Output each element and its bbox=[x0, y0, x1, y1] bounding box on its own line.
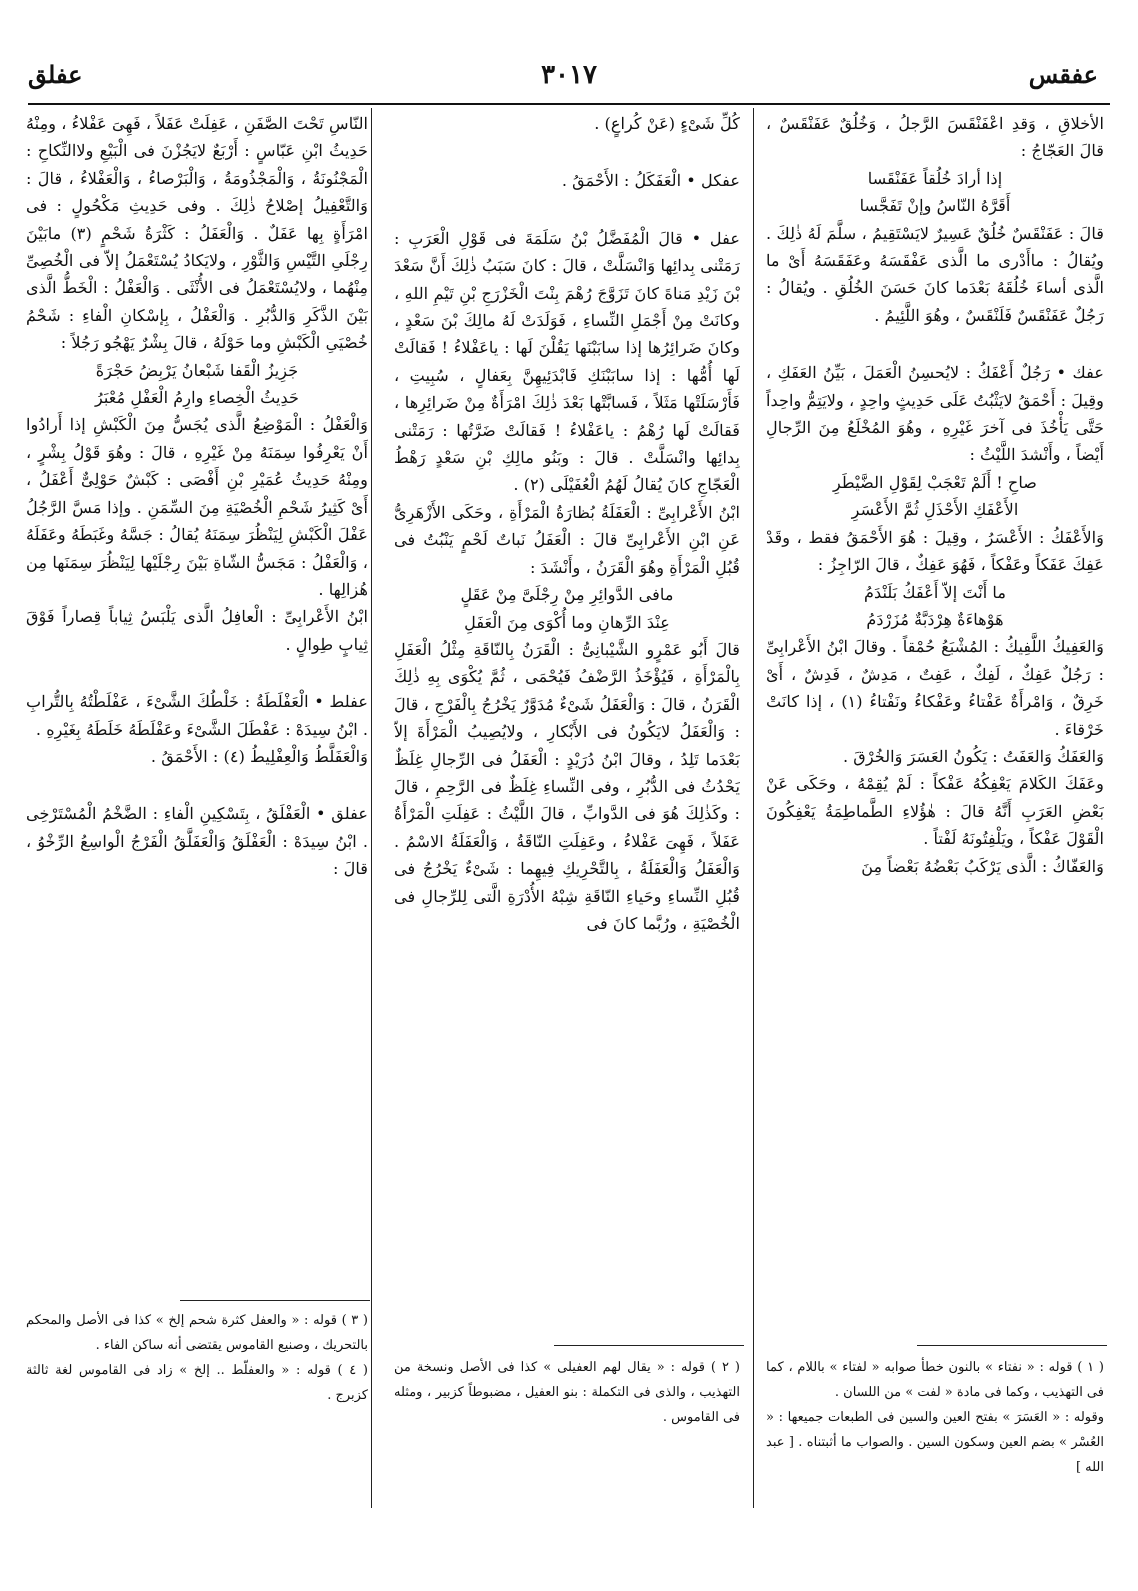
footnote: ( ٢ ) قوله : « يقال لهم العفيلى » كذا فى الأصل ونسخة من التهذيب ، والذى فى التكملة : بنو العفيل ، مضبوطاً كزبير ، ومثله فى القاموس . bbox=[394, 1360, 740, 1425]
paragraph: وَالعَفِيكُ اللَّفِيكُ : المُشْبَعُ حُمْقاً . وقالَ ابْنُ الأَعْرابِىِّ : رَجُلٌ عَفِكٌ ، لَفِكٌ ، عَفِتٌ ، مَدِشٌ ، فَدِشٌ ، أَىْ خَرِقٌ ، وَامْرأَةٌ عَفْتاءُ وعَفْكاءُ ونَفْتاءُ (١) ، إذا كانَتْ خَرْقاءَ . bbox=[766, 637, 1104, 739]
verse-line: مافى الدَّوائِرِ مِنْ رِجْلَىَّ مِنْ عَقَلٍ bbox=[460, 585, 674, 605]
verse-line: عِنْدَ الرِّهانِ وما أُكْوَى مِنَ الْعَفَلِ bbox=[464, 612, 670, 632]
paragraph: الأخلاقِ ، وَقدِ اعْفَنْقَسَ الرَّجلُ ، وَخُلُقٌ عَفَنْقَسٌ ، قالَ العَجّاجُ : bbox=[766, 114, 1104, 161]
entry-paragraph: عفكل • الْعَفَكَلُ : الأَحْمَقُ . bbox=[561, 171, 740, 191]
footnote-rule-right bbox=[917, 1345, 1107, 1346]
entry-paragraph: عفلط • الْعَفْلَطَةُ : خَلْطُكَ الشَّىْءَ ، عَفْلَطْتُهُ بِالتُّرابِ . ابْنُ سِيدَهْ : عَفْطَلَ الشَّىْءَ وعَفْلَطَهُ خَلَطَهُ بِغَيْرِهِ . bbox=[26, 692, 368, 739]
column-divider-right bbox=[753, 108, 754, 1508]
paragraph: النّاسِ تَحْتَ الصَّفَنِ ، عَفِلَتْ عَفَلاً ، فَهِىَ عَفْلاءُ ، ومِنْهُ حَدِيثُ ابْنِ عَبّاسٍ : أَرْبَعٌ لايَجُزْنَ فى الْبَيْعِ ولاالنِّكاحِ : الْمَجْنُونَةُ ، وَالْمَجْذُومَةُ ، وَالْبَرْصاءُ ، وَالْعَفْلاءُ ، قالَ : وَالتَّعْفِيلُ إصْلاحُ ذٰلِكَ . وفى حَدِيثِ مَكْحُولٍ : فى امْرَأَةٍ بِها عَفَلٌ . وَالْعَفَلُ : كَثْرَةُ شَحْمٍ (٣) مابَيْنَ رِجْلَىِ التَّيْسِ وَالثَّوْرِ ، ولايَكادُ يُسْتَعْمَلُ إلاّ فى الْخُصِىِّ مِنْهُما ، ولايُسْتَعْمَلُ فى الأُنْثَى . وَالْعَفْلُ : الْخَطُّ الَّذى بَيْنَ الذَّكَرِ وَالدُّبُرِ . وَالْعَفْلُ ، بِإسْكانِ الْفاءِ : شَحْمُ خُصْيَىِ الْكَبْشِ وما حَوْلَهُ ، قالَ بِشْرٌ يَهْجُو رَجُلاً : bbox=[26, 114, 368, 353]
entry-paragraph: عفك • رَجُلٌ أَعْفَكُ : لايُحسِنُ الْعَمَلَ ، بَيِّنُ العَفَكِ ، وقِيلَ : أَحْمَقُ لايَثْبُتُ عَلَى حَدِيثٍ واحِدٍ ، ولايَتِمُّ واحِداً حَتَّى يَأْخُذَ فى آخرَ غَيْرِهِ ، وهُوَ المُخْلَعُ مِنَ الرِّجالِ أَيْضاً ، وأَنْشدَ اللَّيْثُ : bbox=[766, 363, 1104, 465]
footnotes-middle bbox=[394, 1355, 740, 1505]
footnotes-right bbox=[766, 1355, 1104, 1505]
verse-line: إذا أرادَ خُلُقاً عَفَنْقَسا bbox=[867, 168, 1003, 188]
verse-line: ما أَنْتَ إلاّ أَعْفَكُ بَلَنْدَمُ bbox=[863, 582, 1007, 602]
paragraph: ابْنُ الأَعْرابِىِّ : الْعافِلُ الَّذى يَلْبَسُ ثِياباً قِصاراً فَوْقَ ثِيابٍ طِوالٍ . bbox=[26, 607, 368, 654]
verse-line: جَزِيزُ الْقَفا شَبْعانُ يَرْبِضُ حَجْرَةً bbox=[95, 360, 299, 380]
verse-line: حَدِيثُ الْخِصاءِ وارِمُ الْعَفْلِ مُعْبَرُ bbox=[94, 388, 300, 408]
column-divider-left bbox=[371, 108, 372, 1508]
verse-line: هَوْهاءَةٌ هِرْدَبَّةٌ مُزَرْدَمُ bbox=[866, 609, 1004, 629]
column-left bbox=[26, 110, 368, 883]
paragraph: قالَ أَبُو عَمْرٍو الشَّيْبانِىُّ : الْقَرَنُ بِالنّاقَةِ مِثْلُ الْعَفَلِ بِالْمَرْأَةِ ، فَيُؤْخَذُ الرَّضْفُ فَيُحْمَى ، ثُمَّ يُكْوَى بِهِ ذٰلِكَ الْقَرَنُ ، قالَ : وَالْعَفَلُ شَىْءٌ مُدَوَّرٌ يَخْرُجُ بِالْفَرْجِ ، قالَ : وَالْعَفَلُ لايَكُونُ فى الأَبْكارِ ، ولايُصِيبُ الْمَرْأَةَ إلاّ بَعْدَما تَلِدُ ، وقالَ ابْنُ دُرَيْدٍ : الْعَفَلُ فى الرِّجالِ غِلَظٌ يَحْدُثُ فى الدُّبُرِ ، وفى النِّساءِ غِلَظٌ فى الرَّحِمِ ، قالَ : وكَذٰلِكَ هُوَ فى الدَّوابِّ ، قالَ اللَّيْثُ : عَفِلَتِ الْمَرْأَةُ عَفَلاً ، فَهِىَ عَفْلاءُ ، وعَفِلَتِ النّاقَةُ ، وَالْعَفَلَةُ الاسْمُ . وَالْعَفَلُ وَالْعَفَلَةُ ، بِالتَّحْرِيكِ فِيهِما : شَىْءٌ يَخْرُجُ فى قُبُلِ النِّساءِ وحَياءِ النّاقَةِ شِبْهُ الأُدْرَةِ الَّتى لِلرِّجالِ فى الْخُصْيَةِ ، ورُبَّما كانَ فى bbox=[394, 639, 740, 933]
paragraph: كُلِّ شَىْءٍ (عَنْ كُراعٍ) . bbox=[594, 114, 740, 133]
verse-line: أَقَرَّهُ النّاسُ وإنْ تَفَجَّسا bbox=[859, 196, 1011, 216]
footnote: وقوله : « العَسَرَ » بفتح العين والسين فى الطبعات جميعها : « العُسْر » بضم العين وسكون السين . والصواب ما أثبتناه . [ عبد الله ] bbox=[766, 1410, 1104, 1475]
footnote-rule-left bbox=[180, 1300, 370, 1301]
paragraph: وَالْعَفَلَّطُ وَالْعِفْلِيطُ (٤) : الأَحْمَقُ . bbox=[150, 746, 368, 766]
header-rule bbox=[28, 103, 1110, 105]
footnote: ( ٣ ) قوله : « والعفل كثرة شحم إلخ » كذا فى الأصل والمحكم بالتحريك ، وصنيع القاموس يقتضى أنه ساكن الفاء . bbox=[26, 1313, 368, 1353]
footnote: ( ٤ ) قوله : « والعفلّط .. إلخ » زاد فى القاموس لغة ثالثة كزبرج . bbox=[26, 1363, 368, 1403]
paragraph: وَالعَفَكُ وَالعَفَتُ : يَكُونُ العَسَرَ وَالخُرْقَ . bbox=[843, 746, 1104, 766]
footnote-rule-middle bbox=[554, 1345, 744, 1346]
entry-paragraph: عفل • قالَ الْمُفَضَّلُ بْنُ سَلَمَةَ فى قَوْلِ الْعَرَبِ : رَمَتْنى بِدائِها وَانْسَلَّتْ ، قالَ : كانَ سَبَبُ ذٰلِكَ أَنَّ سَعْدَ بْنَ زَيْدِ مَناةَ كانَ تَزَوَّجَ رُهْمَ بِنْتَ الْخَزْرَجِ بْنِ تَيْمِ اللهِ ، وكانَتْ مِنْ أَجْمَلِ النِّساءِ ، فَوَلَدَتْ لَهُ مالِكَ بْنَ سَعْدٍ ، وكانَ ضَرائِرُها إذا سابَبْنَها يَقُلْنَ لَها : ياعَفْلاءُ ! فَقالَتْ لَها أُمُّها : إذا سابَبْنَكِ فَابْدَئِيهِنَّ بِعَفالٍ ، سُبِيتِ ، فَأَرْسَلَتْها مَثَلاً ، فَسابَّتْها بَعْدَ ذٰلِكَ امْرَأَةٌ مِنْ ضَرائِرِها ، فَقالَتْ لَها رُهْمُ : ياعَفْلاءُ ! فَقالَتْ ضَرَّتُها : رَمَتْنى بِدائِها وانْسَلَّتْ . قالَ : وبَنُو مالِكِ بْنِ سَعْدٍ رَهْطُ الْعَجّاجِ كانَ يُقالُ لَهُمُ الْعُفَيْلَى (٢) . bbox=[394, 228, 740, 495]
header-entry-end: عفلق bbox=[28, 60, 83, 89]
paragraph: وعَفَكَ الكَلامَ يَعْفِكُهُ عَفْكاً : لَمْ يُقِمْهُ ، وحَكَى عَنْ بَعْضِ العَرَبِ أَنَّهُ قالَ : هٰؤُلاءِ الطَّماطِمَةُ يَعْفِكُونَ الْقَوْلَ عَفْكاً ، ويَلْفِتُونَهُ لَفْتاً . bbox=[766, 774, 1104, 849]
paragraph: وَالْعَفْلُ : الْمَوْضِعُ الَّذى يُجَسُّ مِنَ الْكَبْشِ إذا أَرادُوا أَنْ يَعْرِفُوا سِمَنَهُ مِنْ غَيْرِهِ ، قالَ : وهُوَ قَوْلُ بِشْرٍ ، ومِنْهُ حَدِيثُ عُمَيْرِ بْنِ أَفْصَى : كَبْشٌ حَوْلِىٌّ أَعْفَلُ ، أَىْ كَثِيرُ شَحْمِ الْخُصْيَةِ مِنَ السِّمَنِ . وإذا مَسَّ الرَّجُلُ عَفْلَ الْكَبْشِ لِيَنْظُرَ سِمَنَهُ يُقالُ : جَسَّهُ وغَبَطَهُ وعَفَلَهُ ، وَالْعَفْلُ : مَجَسُّ الشّاةِ بَيْنَ رِجْلَيْها لِيَنْظُرَ سِمَنَها مِن هُزالِها . bbox=[26, 415, 368, 599]
paragraph: وَالعَفّاكُ : الَّذى يَرْكَبُ بَعْضُهُ بَعْضاً مِنَ bbox=[861, 856, 1104, 876]
column-right bbox=[766, 110, 1104, 880]
column-middle bbox=[394, 110, 740, 937]
paragraph: وَالأَعْفَكُ : الأَعْسَرُ ، وقِيلَ : هُوَ الأَحْمَقُ فقط ، وقَدْ عَفِكَ عَفَكاً وعَفْكاً ، فَهُوَ عَفِكٌ ، قالَ الرّاجِزُ : bbox=[766, 527, 1104, 575]
page-number: ٣٠١٧ bbox=[541, 60, 597, 90]
verse-line: الأَعْفَكِ الأَحْذَلِ ثُمَّ الأَعْسَرِ bbox=[851, 500, 1019, 520]
paragraph: ابْنُ الأَعْرابِىِّ : الْعَفَلَةُ بُظارَةُ الْمَرْأَةِ ، وحَكَى الأَزْهَرِىُّ عَنِ ابْنِ الأَعْرابِىِّ قالَ : الْعَفَلُ نَباتٌ لَحْمٍ يَنْبُتُ فى قُبُلِ الْمَرْأَةِ وهُوَ الْقَرَنُ ، وأَنْشَدَ : bbox=[394, 502, 740, 577]
entry-paragraph: عفلق • الْعَفْلَقُ ، بِتَسْكِينِ الْفاءِ : الضَّخْمُ الْمُسْتَرْخِى . ابْنُ سِيدَهْ : الْعَفْلَقُ وَالْعَفَلَّقُ الْفَرْجُ الْواسِعُ الرِّخْوُ ، قالَ : bbox=[26, 804, 368, 879]
footnote: ( ١ ) قوله : « نفتاء » بالنون خطأ صوابه « لفتاء » باللام ، كما فى التهذيب ، وكما فى مادة « لفت » من اللسان . bbox=[766, 1360, 1104, 1400]
footnotes-left bbox=[26, 1308, 368, 1508]
header-entry-start: عفقس bbox=[1028, 60, 1098, 89]
verse-line: صاحِ ! أَلَمْ تَعْجَبْ لِقَوْلِ الضَّيْطَرِ bbox=[832, 472, 1038, 492]
paragraph: قالَ : عَفَنْقَسٌ خُلُقٌ عَسِيرٌ لايَسْتَقِيمُ ، سلَّمَ لَهُ ذٰلِكَ . ويُقالُ : ماأَدْرى ما الَّذى عَفْقَسَهُ وعَفَقَسَهُ أَىْ ما الَّذى أساءَ خُلُقَهُ بَعْدَما كانَ حَسَنَ الخُلُقِ . ويُقالُ : رَجُلٌ عَفَنْقَسٌ فَلَنْقَسٌ ، وهُوَ اللَّئِيمُ . bbox=[766, 223, 1104, 325]
